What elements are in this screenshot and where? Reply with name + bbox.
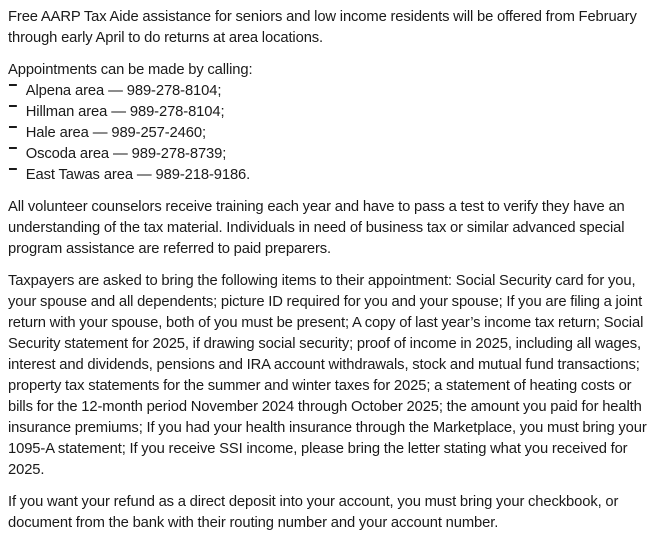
list-item-label: Oscoda area — 989-278-8739; [25,145,227,162]
list-item [8,80,654,101]
list-item-label: Hillman area — 989-278-8104; [25,103,225,120]
list-item [8,164,654,185]
list-item [8,101,654,122]
list-item [8,143,654,164]
paragraph-what-to-bring: Taxpayers are asked to bring the following items to their appointment: Social Security card for you, your spouse and all dependents; picture ID required for you and your spouse; If you are filing a joint return with your spouse, both of you must be present; A copy of last year’s income tax return; Social Security statement for 2025, if drawing social security; proof of income in 2025, including all wages, interest and dividends, pensions and IRA account withdrawals, stock and mutual fund transactions; property tax statements for the summer and winter taxes for 2025; a statement of heating costs or bills for the 12-month period November 2024 through October 2025; the amount you paid for health insurance premiums; If you had your health insurance through the Marketplace, you must bring your 1095-A statement; If you receive SSI income, please bring the letter stating what you received for 2025. [8,272,647,478]
article-body [8,6,664,533]
contact-phone-list [8,80,664,185]
list-item-label: Alpena area — 989-278-8104; [25,82,222,99]
paragraph-intro: Free AARP Tax Aide assistance for seniors and low income residents will be offered from February through early April to do returns at area locations. [8,8,637,46]
paragraph-counselors: All volunteer counselors receive training each year and have to pass a test to verify they have an understanding of the tax material. Individuals in need of business tax or similar advanced special program assistance are referred to paid preparers. [8,198,625,257]
list-item-label: Hale area — 989-257-2460; [25,124,206,141]
list-item-label: East Tawas area — 989-218-9186. [25,166,251,183]
list-item [8,122,654,143]
paragraph-appointments-lead-in: Appointments can be made by calling: [8,61,253,78]
paragraph-direct-deposit: If you want your refund as a direct deposit into your account, you must bring your checkbook, or document from the bank with their routing number and your account number. [8,493,619,531]
